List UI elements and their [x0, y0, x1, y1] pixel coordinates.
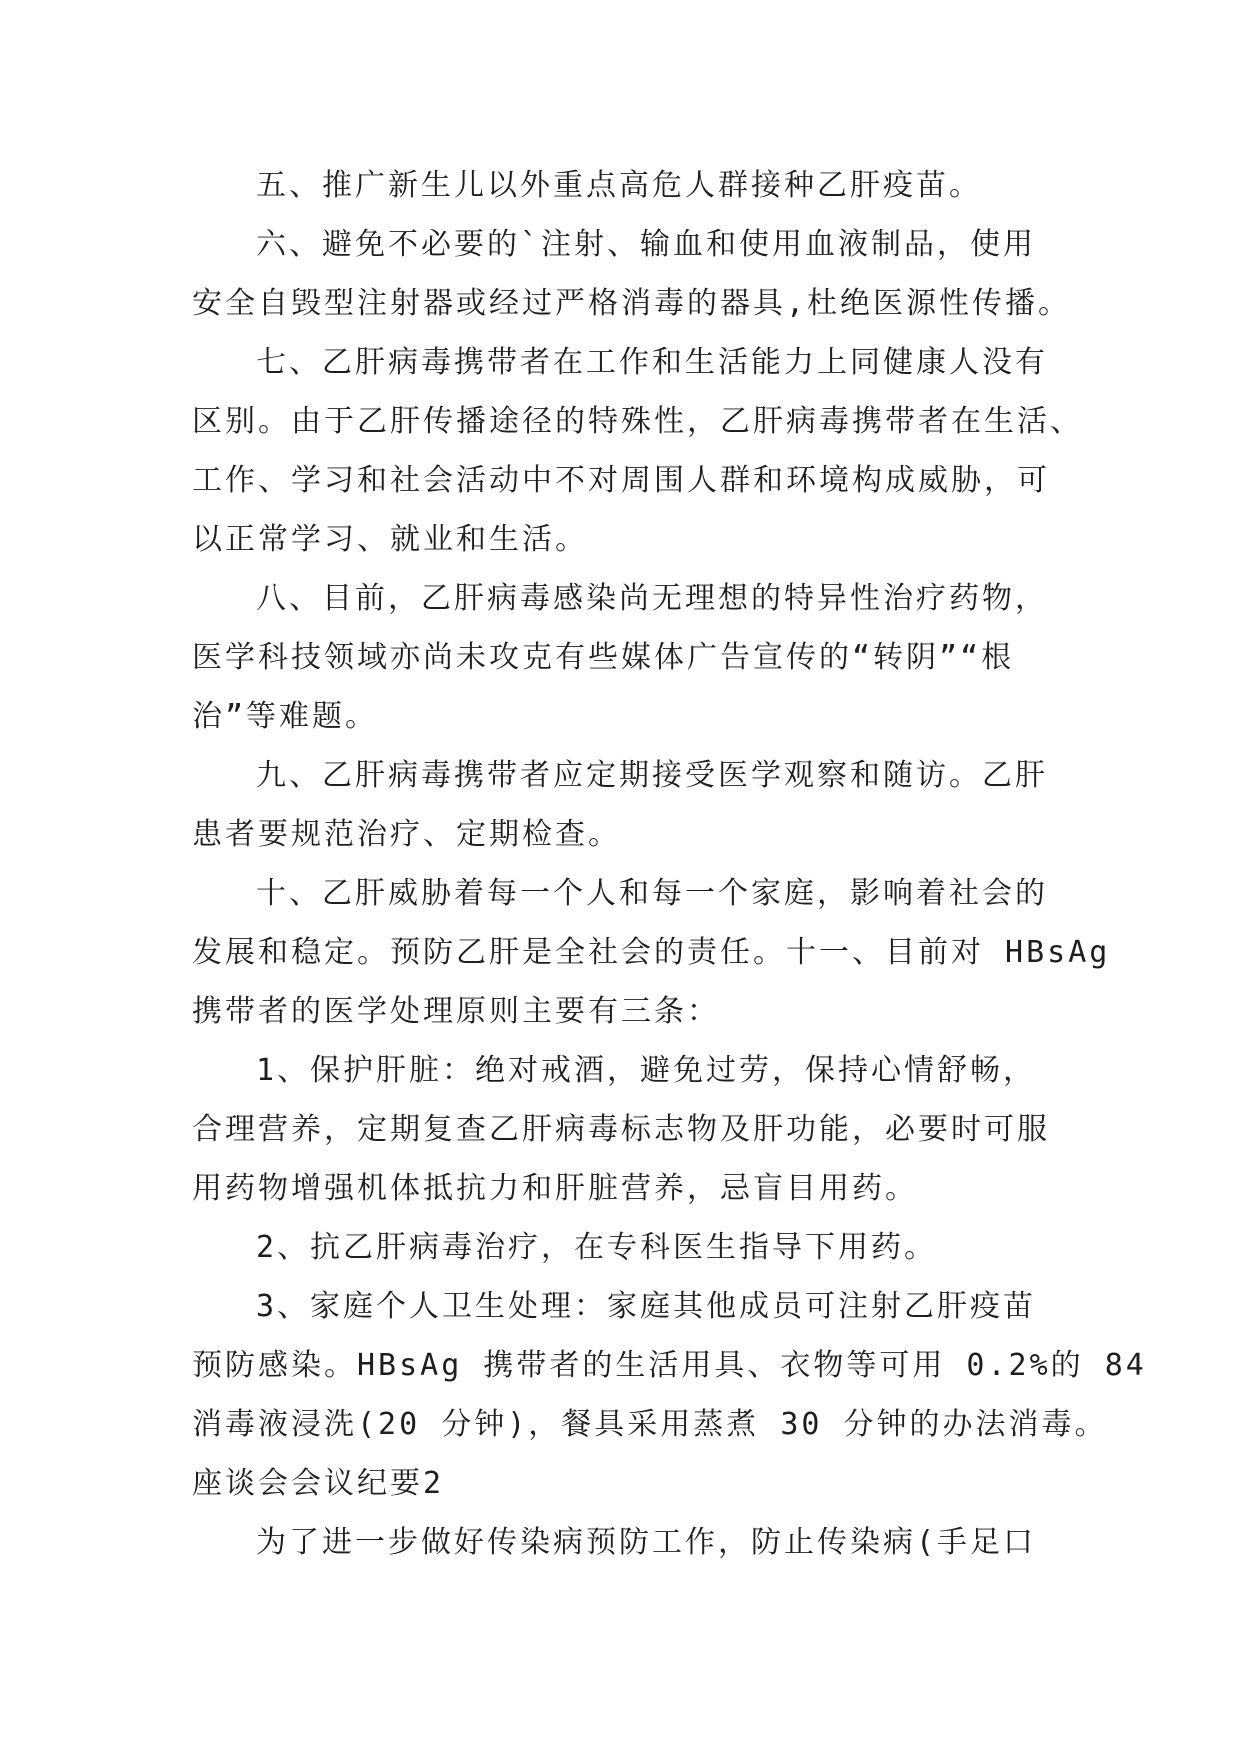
- paragraph-line: 十、乙肝威胁着每一个人和每一个家庭，影响着社会的: [256, 876, 1048, 911]
- paragraph-line: 五、推广新生儿以外重点高危人群接种乙肝疫苗。: [256, 168, 982, 203]
- paragraph-line: 患者要规范治疗、定期检查。: [192, 817, 621, 852]
- paragraph-line: 区别。由于乙肝传播途径的特殊性，乙肝病毒携带者在生活、: [192, 404, 1083, 439]
- paragraph-line: 八、目前，乙肝病毒感染尚无理想的特异性治疗药物，: [256, 581, 1048, 616]
- paragraph-line: 1、保护肝脏：绝对戒酒，避免过劳，保持心情舒畅，: [256, 1053, 1037, 1088]
- paragraph-line: 七、乙肝病毒携带者在工作和生活能力上同健康人没有: [256, 345, 1048, 380]
- body-text: [192, 156, 1147, 1572]
- paragraph-line: 预防感染。HBsAg 携带者的生活用具、衣物等可用 0.2%的 84: [192, 1348, 1147, 1383]
- section-heading: 座谈会会议纪要2: [192, 1466, 445, 1501]
- paragraph-line: 3、家庭个人卫生处理：家庭其他成员可注射乙肝疫苗: [256, 1289, 1037, 1324]
- paragraph-line: 九、乙肝病毒携带者应定期接受医学观察和随访。乙肝: [256, 758, 1048, 793]
- paragraph-line: 治”等难题。: [192, 699, 379, 734]
- paragraph-line: 用药物增强机体抵抗力和肝脏营养，忌盲目用药。: [192, 1171, 918, 1206]
- paragraph-line: 医学科技领域亦尚未攻克有些媒体广告宣传的“转阴”“根: [192, 640, 1015, 675]
- paragraph-line: 消毒液浸洗(20 分钟)，餐具采用蒸煮 30 分钟的办法消毒。: [192, 1407, 1108, 1442]
- paragraph-line: 安全自毁型注射器或经过严格消毒的器具,杜绝医源性传播。: [192, 286, 1072, 321]
- paragraph-line: 以正常学习、就业和生活。: [192, 522, 588, 557]
- paragraph-line: 携带者的医学处理原则主要有三条：: [192, 994, 720, 1029]
- paragraph-line: 工作、学习和社会活动中不对周围人群和环境构成威胁，可: [192, 463, 1050, 498]
- paragraph-line: 2、抗乙肝病毒治疗，在专科医生指导下用药。: [256, 1230, 938, 1265]
- paragraph-line: 发展和稳定。预防乙肝是全社会的责任。十一、目前对 HBsAg: [192, 935, 1111, 970]
- paragraph-line: 为了进一步做好传染病预防工作，防止传染病(手足口: [256, 1525, 1037, 1560]
- paragraph-line: 合理营养，定期复查乙肝病毒标志物及肝功能，必要时可服: [192, 1112, 1050, 1147]
- paragraph-line: 六、避免不必要的`注射、输血和使用血液制品，使用: [256, 227, 1037, 262]
